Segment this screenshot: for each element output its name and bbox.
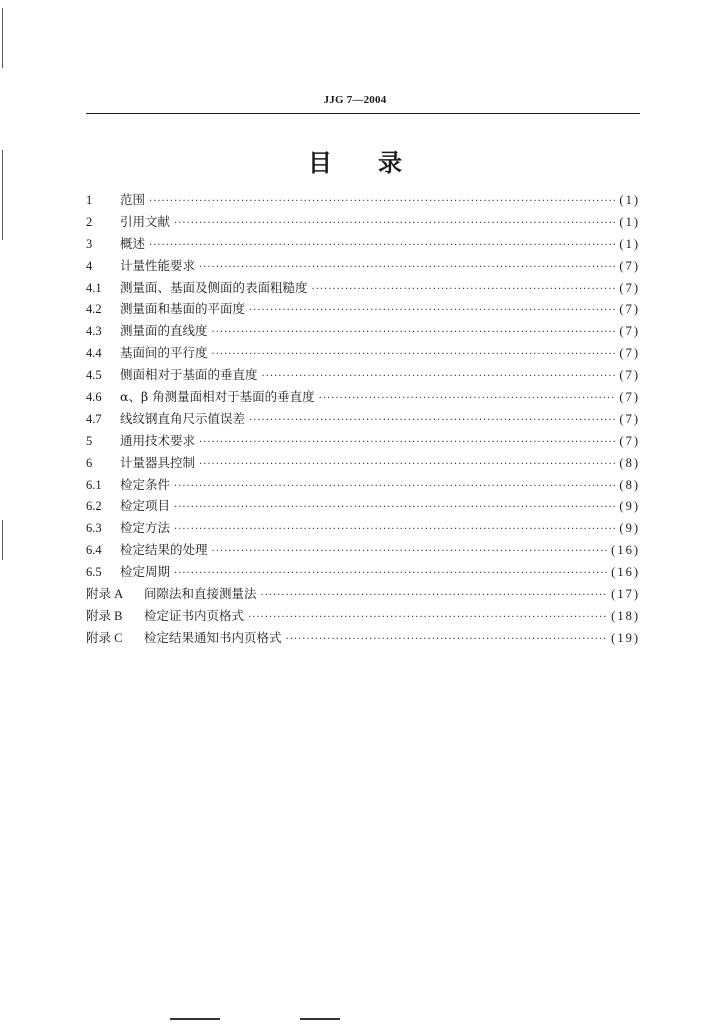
title-char: 目 [308, 149, 332, 177]
toc-entry[interactable] [86, 431, 640, 453]
toc-entry-page: (9) [619, 499, 640, 514]
toc-entry-page: (7) [619, 302, 640, 317]
toc-entry-page: (7) [619, 324, 640, 339]
toc-entry-title: 测量面、基面及侧面的表面粗糙度 [120, 279, 308, 295]
toc-entry-page: (7) [619, 280, 640, 295]
toc-entry-page: (7) [619, 411, 640, 426]
toc-leader-dots [249, 305, 615, 316]
toc-entry-page: (8) [619, 477, 640, 492]
toc-entry-number: 4.5 [86, 368, 102, 383]
toc-entry-number: 1 [86, 193, 93, 207]
toc-entry-number: 4.7 [86, 411, 102, 426]
toc-entry[interactable] [86, 212, 640, 234]
toc-entry[interactable] [86, 496, 640, 518]
toc-entry[interactable] [86, 321, 640, 343]
toc-entry-page: (7) [619, 258, 640, 273]
toc-entry-number: 附录 A [86, 587, 124, 602]
toc-entry-number: 4.6 [86, 390, 102, 405]
toc-entry-number: 6 [86, 455, 93, 470]
toc-entry[interactable] [86, 453, 640, 475]
toc-entry-title: 测量面和基面的平面度 [120, 301, 246, 317]
toc-entry[interactable] [86, 343, 640, 365]
toc-entry[interactable] [86, 387, 640, 409]
toc-leader-dots [312, 284, 616, 295]
toc-entry[interactable] [86, 540, 640, 562]
toc-entry-title: 计量器具控制 [120, 454, 196, 470]
toc-entry-number: 6.4 [86, 543, 102, 558]
toc-entry-title: 引用文献 [120, 213, 171, 229]
toc-entry-page: (19) [611, 630, 640, 645]
toc-leader-dots [212, 546, 608, 557]
toc-entry-number: 2 [86, 214, 93, 229]
toc-entry[interactable] [86, 409, 640, 431]
toc-entry-page: (16) [611, 565, 640, 580]
scan-edge-mark [2, 520, 3, 560]
toc-entry-title: α、β 角测量面相对于基面的垂直度 [120, 389, 315, 405]
toc-entry-number: 5 [86, 433, 93, 448]
toc-entry-page: (18) [611, 608, 640, 623]
toc-leader-dots [249, 415, 615, 426]
toc-entry-title: 检定方法 [120, 520, 171, 536]
toc-entry-page: (1) [619, 193, 640, 207]
toc-entry-number: 4.3 [86, 324, 102, 339]
toc-leader-dots [149, 196, 615, 207]
toc-entry-title: 基面间的平行度 [120, 345, 208, 361]
toc-entry-page: (1) [619, 214, 640, 229]
toc-leader-dots [174, 524, 615, 535]
toc-entry-number: 6.1 [86, 477, 102, 492]
standard-code: JJG 7—2004 [323, 94, 387, 106]
toc-entry[interactable] [86, 278, 640, 300]
toc-entry-number: 4.1 [86, 280, 102, 295]
toc-entry[interactable] [86, 256, 640, 278]
toc-entry-number: 6.2 [86, 499, 102, 514]
toc-leader-dots [262, 371, 616, 382]
table-of-contents [86, 190, 640, 650]
toc-entry-number: 6.5 [86, 565, 102, 580]
toc-entry-title: 检定项目 [120, 498, 171, 514]
toc-entry[interactable] [86, 628, 640, 650]
toc-entry-page: (17) [611, 587, 640, 602]
toc-entry-title: 概述 [120, 235, 146, 251]
toc-entry-title: 范围 [120, 192, 146, 207]
toc-entry[interactable] [86, 234, 640, 256]
toc-entry[interactable] [86, 518, 640, 540]
toc-entry-number: 附录 C [86, 630, 123, 645]
scan-edge-mark [300, 1018, 340, 1020]
toc-leader-dots [212, 349, 616, 360]
toc-entry-number: 4.2 [86, 302, 102, 317]
toc-leader-dots [174, 481, 615, 492]
toc-entry-page: (7) [619, 390, 640, 405]
toc-entry-title: 计量性能要求 [120, 257, 196, 273]
toc-entry-number: 6.3 [86, 521, 102, 536]
toc-entry-page: (7) [619, 346, 640, 361]
title-char: 录 [378, 149, 402, 177]
toc-leader-dots [174, 502, 615, 513]
toc-entry-page: (16) [611, 543, 640, 558]
toc-entry-number: 4.4 [86, 346, 102, 361]
toc-entry-number: 3 [86, 236, 93, 251]
toc-entry-number: 附录 B [86, 608, 123, 623]
toc-leader-dots [174, 568, 607, 579]
page-title [0, 143, 710, 178]
toc-leader-dots [199, 437, 615, 448]
toc-entry[interactable] [86, 190, 640, 212]
toc-leader-dots [319, 393, 616, 404]
toc-entry-title: 通用技术要求 [120, 432, 196, 448]
toc-entry[interactable] [86, 475, 640, 497]
toc-entry-title: 间隙法和直接测量法 [144, 586, 257, 602]
toc-entry-title: 检定周期 [120, 564, 171, 580]
toc-entry-title: 线纹钢直角尺示值误差 [120, 410, 246, 426]
toc-entry-page: (7) [619, 368, 640, 383]
toc-leader-dots [149, 240, 615, 251]
toc-entry[interactable] [86, 606, 640, 628]
header-rule [86, 113, 640, 114]
scan-edge-mark [170, 1018, 220, 1020]
toc-leader-dots [199, 459, 615, 470]
toc-entry-page: (9) [619, 521, 640, 536]
toc-entry-title: 检定结果通知书内页格式 [144, 629, 282, 645]
toc-entry-title: 检定证书内页格式 [144, 607, 245, 623]
toc-entry-page: (8) [619, 455, 640, 470]
toc-entry[interactable] [86, 365, 640, 387]
toc-entry-title: 检定条件 [120, 476, 171, 492]
toc-entry[interactable] [86, 562, 640, 584]
toc-entry-number: 4 [86, 258, 93, 273]
toc-leader-dots [212, 327, 616, 338]
toc-entry[interactable] [86, 299, 640, 321]
toc-leader-dots [199, 262, 615, 273]
toc-entry-page: (1) [619, 236, 640, 251]
toc-entry-title: 检定结果的处理 [120, 542, 208, 558]
scan-edge-mark [2, 8, 3, 68]
toc-entry-title: 侧面相对于基面的垂直度 [120, 367, 258, 383]
toc-leader-dots [248, 612, 607, 623]
toc-leader-dots [286, 634, 608, 645]
toc-leader-dots [174, 218, 615, 229]
toc-leader-dots [261, 590, 608, 601]
toc-entry[interactable] [86, 584, 640, 606]
toc-entry-title: 测量面的直线度 [120, 323, 208, 339]
toc-entry-page: (7) [619, 433, 640, 448]
